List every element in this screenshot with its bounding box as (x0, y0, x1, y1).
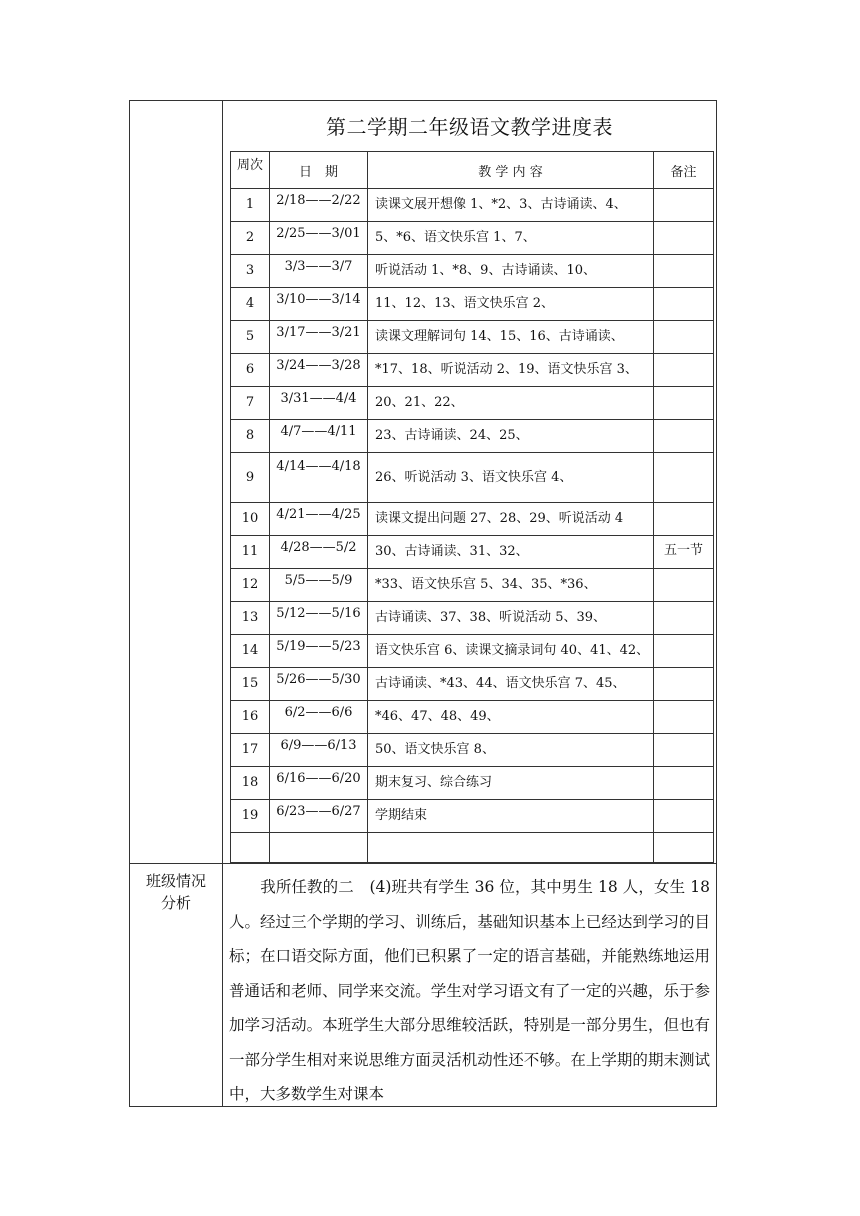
content-cell: 听说活动 1、*8、9、古诗诵读、10、 (368, 255, 654, 288)
date-cell: 6/16——6/20 (270, 767, 368, 800)
note-cell (654, 354, 714, 387)
left-blank-cell (130, 101, 223, 864)
content-cell: *33、语文快乐宫 5、34、35、*36、 (368, 569, 654, 602)
note-cell (654, 503, 714, 536)
table-row (231, 536, 714, 569)
note-cell (654, 734, 714, 767)
table-row (231, 503, 714, 536)
content-cell: 30、古诗诵读、31、32、 (368, 536, 654, 569)
date-cell: 5/26——5/30 (270, 668, 368, 701)
content-cell: 11、12、13、语文快乐宫 2、 (368, 288, 654, 321)
table-row (231, 767, 714, 800)
week-cell: 6 (231, 354, 270, 387)
content-cell: 23、古诗诵读、24、25、 (368, 420, 654, 453)
date-cell: 3/10——3/14 (270, 288, 368, 321)
week-cell: 12 (231, 569, 270, 602)
note-cell (654, 321, 714, 354)
note-cell (654, 255, 714, 288)
table-row (231, 734, 714, 767)
header-note: 备注 (654, 152, 714, 189)
content-cell: 5、*6、语文快乐宫 1、7、 (368, 222, 654, 255)
note-cell (654, 602, 714, 635)
content-cell: 20、21、22、 (368, 387, 654, 420)
table-row (231, 189, 714, 222)
table-row (231, 354, 714, 387)
table-row (231, 420, 714, 453)
table-row (231, 321, 714, 354)
schedule-cell (223, 101, 717, 864)
date-cell: 2/25——3/01 (270, 222, 368, 255)
week-cell (231, 833, 270, 863)
note-cell (654, 387, 714, 420)
week-cell: 7 (231, 387, 270, 420)
week-cell: 17 (231, 734, 270, 767)
note-cell (654, 420, 714, 453)
table-row (231, 602, 714, 635)
date-cell: 5/19——5/23 (270, 635, 368, 668)
week-cell: 10 (231, 503, 270, 536)
week-cell: 16 (231, 701, 270, 734)
date-cell: 3/31——4/4 (270, 387, 368, 420)
table-row (231, 255, 714, 288)
date-cell: 3/24——3/28 (270, 354, 368, 387)
week-cell: 19 (231, 800, 270, 833)
content-cell: *17、18、听说活动 2、19、语文快乐宫 3、 (368, 354, 654, 387)
content-cell: 50、语文快乐宫 8、 (368, 734, 654, 767)
content-cell (368, 833, 654, 863)
note-cell (654, 800, 714, 833)
date-cell: 5/5——5/9 (270, 569, 368, 602)
content-cell: 读课文展开想像 1、*2、3、古诗诵读、4、 (368, 189, 654, 222)
page-title: 第二学期二年级语文教学进度表 (326, 115, 613, 139)
date-cell: 4/7——4/11 (270, 420, 368, 453)
note-cell (654, 767, 714, 800)
note-cell (654, 288, 714, 321)
note-cell: 五一节 (654, 536, 714, 569)
content-cell: 古诗诵读、*43、44、语文快乐宫 7、45、 (368, 668, 654, 701)
week-cell: 5 (231, 321, 270, 354)
date-cell: 6/23——6/27 (270, 800, 368, 833)
date-cell (270, 833, 368, 863)
table-row (231, 668, 714, 701)
date-cell: 3/3——3/7 (270, 255, 368, 288)
header-date: 日 期 (270, 152, 368, 189)
week-cell: 15 (231, 668, 270, 701)
content-cell: 语文快乐宫 6、读课文摘录词句 40、41、42、 (368, 635, 654, 668)
content-cell: 读课文提出问题 27、28、29、听说活动 4 (368, 503, 654, 536)
content-cell: 26、听说活动 3、语文快乐宫 4、 (368, 453, 654, 503)
schedule-rows (231, 189, 714, 863)
date-cell: 4/14——4/18 (270, 453, 368, 503)
note-cell (654, 569, 714, 602)
date-cell: 2/18——2/22 (270, 189, 368, 222)
table-row (231, 288, 714, 321)
note-cell (654, 668, 714, 701)
note-cell (654, 222, 714, 255)
header-row (231, 152, 714, 189)
date-cell: 4/21——4/25 (270, 503, 368, 536)
note-cell (654, 453, 714, 503)
content-cell: *46、47、48、49、 (368, 701, 654, 734)
week-cell: 11 (231, 536, 270, 569)
content-cell: 期末复习、综合练习 (368, 767, 654, 800)
table-row (231, 701, 714, 734)
content-cell: 古诗诵读、37、38、听说活动 5、39、 (368, 602, 654, 635)
table-row (231, 387, 714, 420)
note-cell (654, 833, 714, 863)
content-cell: 读课文理解词句 14、15、16、古诗诵读、 (368, 321, 654, 354)
table-row (231, 833, 714, 863)
date-cell: 3/17——3/21 (270, 321, 368, 354)
week-cell: 8 (231, 420, 270, 453)
table-row (231, 569, 714, 602)
week-cell: 14 (231, 635, 270, 668)
note-cell (654, 635, 714, 668)
content-cell: 学期结束 (368, 800, 654, 833)
date-cell: 5/12——5/16 (270, 602, 368, 635)
schedule-table (230, 151, 714, 863)
week-cell: 3 (231, 255, 270, 288)
section-label: 班级情况分析 (130, 864, 223, 1107)
week-cell: 9 (231, 453, 270, 503)
header-week: 周次 (231, 152, 270, 189)
table-row (231, 800, 714, 833)
week-cell: 13 (231, 602, 270, 635)
week-cell: 1 (231, 189, 270, 222)
plan-document (129, 100, 717, 1107)
header-content: 教 学 内 容 (368, 152, 654, 189)
table-row (231, 635, 714, 668)
week-cell: 18 (231, 767, 270, 800)
week-cell: 2 (231, 222, 270, 255)
table-row (231, 453, 714, 503)
date-cell: 4/28——5/2 (270, 536, 368, 569)
note-cell (654, 701, 714, 734)
class-analysis: 我所任教的二 (4)班共有学生 36 位，其中男生 18 人，女生 18 人。经过三个学期的学习、训练后，基础知识基本上已经达到学习的目标；在口语交际方面，他们已积累了一定的语言基础，并能熟练地运用普通话和老师、同学来交流。学生对学习语文有了一定的兴趣，乐于参加学习活动。本班学生大部分思维较活跃，特别是一部分男生，但也有一部分学生相对来说思维方面灵活机动性还不够。在上学期的期末测试中，大多数学生对课本 (223, 864, 717, 1107)
note-cell (654, 189, 714, 222)
table-row (231, 222, 714, 255)
week-cell: 4 (231, 288, 270, 321)
date-cell: 6/9——6/13 (270, 734, 368, 767)
date-cell: 6/2——6/6 (270, 701, 368, 734)
